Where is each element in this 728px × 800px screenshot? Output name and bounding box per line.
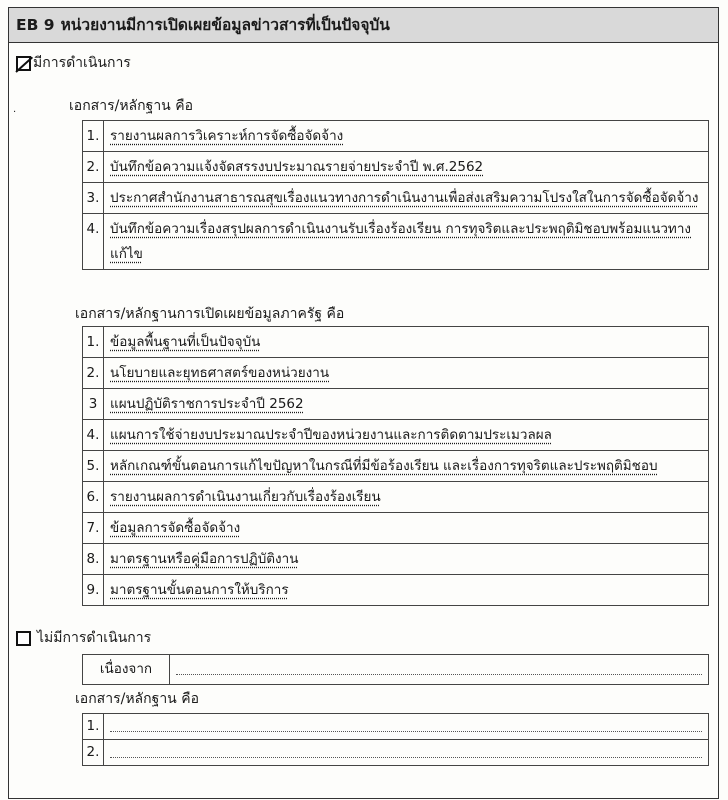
reason-field[interactable] xyxy=(176,657,702,675)
row-text: มาตรฐานหรือคู่มือการปฏิบัติงาน xyxy=(110,551,299,567)
row-text: รายงานผลการดำเนินงานเกี่ยวกับเรื่องร้องเรียน xyxy=(110,489,381,505)
header-title: หน่วยงานมีการเปิดเผยข้อมูลข่าวสารที่เป็นปัจจุบัน xyxy=(60,16,390,34)
row-text: แผนการใช้จ่ายงบประมาณประจำปีของหน่วยงานและการติดตามประเมวลผล xyxy=(110,427,552,443)
row-number: 4. xyxy=(83,420,104,451)
row-number: 1. xyxy=(83,714,104,740)
row-number: 5. xyxy=(83,451,104,482)
table-row xyxy=(83,544,709,575)
row-text: แผนปฏิบัติราชการประจำปี 2562 xyxy=(110,396,304,412)
table-row xyxy=(83,740,709,766)
section1-label: เอกสาร/หลักฐาน คือ xyxy=(69,98,193,114)
option-done-label: มีการดำเนินการ xyxy=(33,55,131,71)
row-text: รายงานผลการวิเคราะห์การจัดซื้อจัดจ้าง xyxy=(110,128,344,144)
done-checkbox[interactable] xyxy=(16,56,31,71)
row-text: ประกาศสำนักงานสาธารณสุขเรื่องแนวทางการดำเนินงานเพื่อส่งเสริมความโปรงใสในการจัดซื้อจัดจ้าง xyxy=(110,190,699,206)
table-row xyxy=(83,714,709,740)
section2-table xyxy=(82,326,709,606)
table-row xyxy=(83,121,709,152)
option-not-done-label: ไม่มีการดำเนินการ xyxy=(37,630,152,646)
section1-table xyxy=(82,120,709,270)
option-done-row xyxy=(16,53,131,73)
row-number: 6. xyxy=(83,482,104,513)
row-number: 2. xyxy=(83,152,104,183)
row-number: 7. xyxy=(83,513,104,544)
row-number: 8. xyxy=(83,544,104,575)
row-text: มาตรฐานขั้นตอนการให้บริการ xyxy=(110,582,289,598)
row-number: 3 xyxy=(83,389,104,420)
row-number: 2. xyxy=(83,740,104,766)
header-code: EB 9 xyxy=(16,16,55,34)
row-number: 4. xyxy=(83,214,104,270)
table-row xyxy=(83,575,709,606)
section3-label: เอกสาร/หลักฐาน คือ xyxy=(75,691,199,707)
row-number: 2. xyxy=(83,358,104,389)
row-text: หลักเกณฑ์ขั้นตอนการแก้ไขปัญหาในกรณีที่มีข้อร้องเรียน และเรื่องการทุจริตและประพฤติมิชอบ xyxy=(110,458,658,474)
form-page xyxy=(8,7,719,799)
row-text: นโยบายและยุทธศาสตร์ของหน่วยงาน xyxy=(110,365,330,381)
table-row xyxy=(83,389,709,420)
row-number: 3. xyxy=(83,183,104,214)
row-number: 1. xyxy=(83,121,104,152)
reason-label: เนื่องจาก xyxy=(83,655,170,685)
row-number: 9. xyxy=(83,575,104,606)
row-text: บันทึกข้อความแจ้งจัดสรรงบประมาณรายจ่ายประจำปี พ.ศ.2562 xyxy=(110,159,484,175)
section2-label: เอกสาร/หลักฐานการเปิดเผยข้อมูลภาครัฐ คือ xyxy=(75,306,345,322)
table-row xyxy=(83,152,709,183)
row-text: บันทึกข้อความเรื่องสรุปผลการดำเนินงานรับเรื่องร้องเรียน การทุจริตและประพฤติมิชอบพร้อมแนวทางแก้ไข xyxy=(110,221,692,262)
table-row xyxy=(83,327,709,358)
table-row xyxy=(83,513,709,544)
reason-table xyxy=(82,654,709,685)
table-row xyxy=(83,482,709,513)
blank-field[interactable] xyxy=(110,714,702,732)
row-text: ข้อมูลการจัดซื้อจัดจ้าง xyxy=(110,520,241,536)
option-not-done-row xyxy=(16,628,151,648)
table-row xyxy=(83,655,709,685)
table-row xyxy=(83,358,709,389)
stray-mark: . xyxy=(13,104,17,115)
not-done-checkbox[interactable] xyxy=(16,631,31,646)
table-row xyxy=(83,183,709,214)
section3-table xyxy=(82,713,709,766)
form-header xyxy=(9,8,718,43)
table-row xyxy=(83,214,709,270)
blank-field[interactable] xyxy=(110,740,702,758)
table-row xyxy=(83,420,709,451)
row-text: ข้อมูลพื้นฐานที่เป็นปัจจุบัน xyxy=(110,334,261,350)
row-number: 1. xyxy=(83,327,104,358)
table-row xyxy=(83,451,709,482)
